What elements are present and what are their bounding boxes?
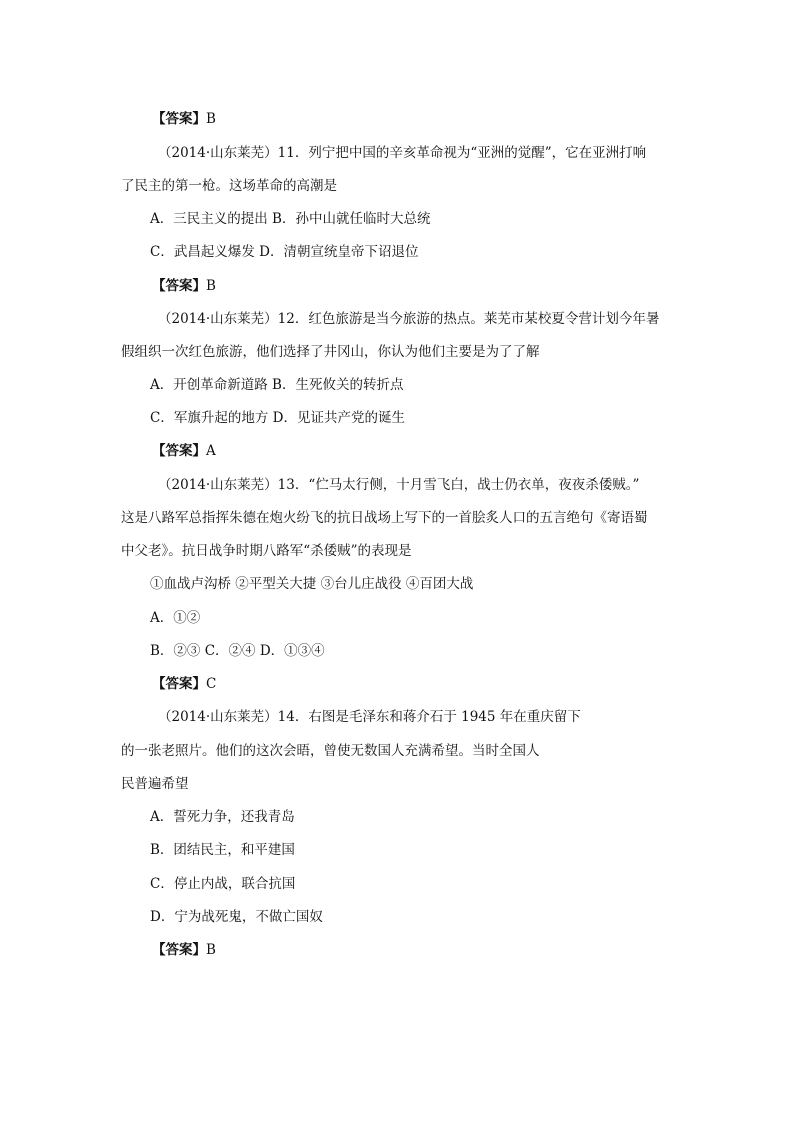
question-11-options-ab: A．三民主义的提出 B．孙中山就任临时大总统: [150, 211, 431, 227]
answer-line: [152, 109, 216, 129]
question-14-option-a: A．誓死力争，还我青岛: [150, 809, 295, 825]
question-11-line-1: （2014·山东莱芜）11．列宁把中国的辛亥革命视为“亚洲的觉醒”，它在亚洲打响: [158, 145, 647, 161]
question-12-line-1: （2014·山东莱芜）12．红色旅游是当今旅游的热点。莱芜市某校夏令营计划今年暑: [158, 311, 660, 327]
question-12-options-cd: C．军旗升起的地方 D．见证共产党的诞生: [150, 410, 405, 426]
answer-label: 【答案】: [152, 942, 206, 958]
question-12-options-ab: A．开创革命新道路 B．生死攸关的转折点: [150, 377, 404, 393]
question-14-option-d: D．宁为战死鬼，不做亡国奴: [150, 909, 323, 925]
answer-value: C: [206, 676, 217, 692]
question-14-line-3: 民普遍希望: [121, 776, 189, 792]
question-14-option-b: B．团结民主，和平建国: [150, 842, 295, 858]
question-13-line-2: 这是八路军总指挥朱德在炮火纷飞的抗日战场上写下的一首脍炙人口的五言绝句《寄语蜀: [121, 510, 648, 526]
answer-label: 【答案】: [152, 443, 206, 459]
answer-label: 【答案】: [152, 111, 206, 127]
question-14-line-1: （2014·山东莱芜）14．右图是毛泽东和蒋介石于 1945 年在重庆留下: [158, 709, 581, 725]
answer-value: B: [206, 942, 216, 958]
question-13-line-1: （2014·山东莱芜）13．“伫马太行侧，十月雪飞白，战士仍衣单，夜夜杀倭贼。”: [158, 477, 640, 493]
answer-label: 【答案】: [152, 278, 206, 294]
answer-value: B: [206, 278, 216, 294]
question-13-options-bcd: B．②③ C．②④ D．①③④: [150, 643, 325, 659]
answer-line: [152, 674, 216, 694]
question-14-option-c: C．停止内战，联合抗国: [150, 876, 296, 892]
answer-value: A: [206, 443, 216, 459]
answer-line: [152, 276, 216, 296]
answer-value: B: [206, 111, 216, 127]
question-12-line-2: 假组织一次红色旅游，他们选择了井冈山，你认为他们主要是为了了解: [121, 344, 540, 360]
answer-line: [152, 441, 216, 461]
question-13-items: ①血战卢沟桥 ②平型关大捷 ③台儿庄战役 ④百团大战: [150, 576, 474, 592]
answer-label: 【答案】: [152, 676, 206, 692]
question-13-option-a: A．①②: [150, 610, 201, 626]
question-11-line-2: 了民主的第一枪。这场革命的高潮是: [121, 178, 337, 194]
answer-line: [152, 940, 216, 960]
question-11-options-cd: C．武昌起义爆发 D．清朝宣统皇帝下诏退位: [150, 244, 419, 260]
question-14-line-2: 的一张老照片。他们的这次会晤，曾使无数国人充满希望。当时全国人: [121, 743, 540, 759]
question-13-line-3: 中父老》。抗日战争时期八路军“杀倭贼”的表现是: [121, 543, 412, 559]
